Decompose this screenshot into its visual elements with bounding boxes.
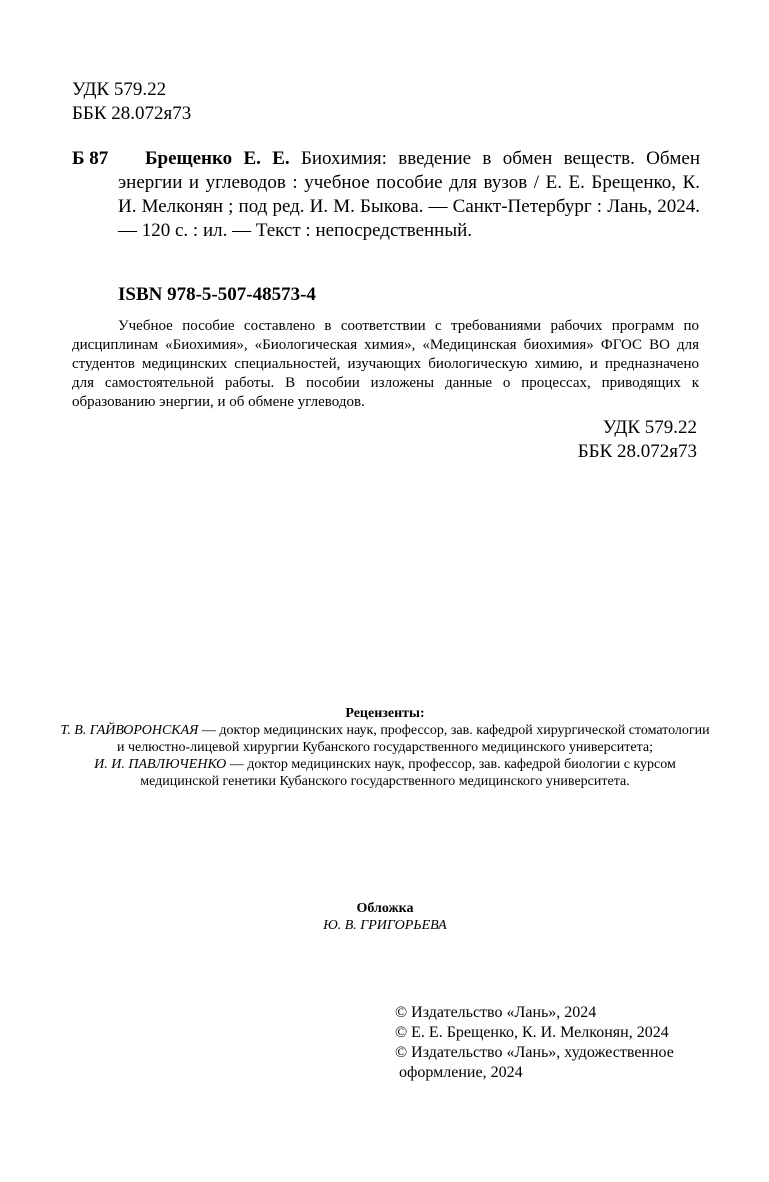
- reviewers-heading: Рецензенты:: [345, 706, 425, 721]
- reviewer-1: [60, 722, 710, 756]
- bibliographic-entry: [72, 147, 700, 243]
- author-mark: Б 87: [72, 148, 109, 169]
- cover-credit: [60, 900, 710, 934]
- reviewers-block: [60, 705, 710, 790]
- reviewer-1-name: Т. В. ГАЙВОРОНСКАЯ: [60, 723, 199, 738]
- udk-code-top: УДК 579.22: [72, 79, 167, 100]
- isbn: ISBN 978-5-507-48573-4: [118, 284, 316, 305]
- annotation: [72, 317, 699, 412]
- cover-designer: Ю. В. ГРИГОРЬЕВА: [323, 918, 447, 933]
- copyright-block: [395, 1003, 674, 1083]
- copyright-line-4: оформление, 2024: [399, 1064, 523, 1081]
- reviewer-2-name: И. И. ПАВЛЮЧЕНКО: [94, 757, 227, 772]
- reviewer-2: [60, 756, 710, 790]
- bottom-classification: [500, 416, 697, 464]
- entry-description: Биохимия: введение в обмен веществ. Обмен энергии и углеводов : учебное пособие для вузов / Е. Е. Брещенко, К. И. Мелконян ; под ред. И. М. Быкова. — Санкт-Петербург : Лань, 2024. — 120 с. : ил. — Текст : непосредственный.: [118, 148, 701, 241]
- entry-text: [118, 147, 700, 243]
- reviewer-2-text: — доктор медицинских наук, профессор, зав. кафедрой биологии с курсом медицинской генетики Кубанского государственного медицинского университета.: [140, 757, 676, 789]
- copyright-line-1: © Издательство «Лань», 2024: [395, 1004, 597, 1021]
- reviewer-1-text: — доктор медицинских наук, профессор, зав. кафедрой хирургической стоматологии и челюстно-лицевой хирургии Кубанского государственного медицинского университета;: [116, 723, 710, 755]
- bbk-code-top: ББК 28.072я73: [72, 103, 192, 124]
- bbk-code-bottom: ББК 28.072я73: [577, 441, 697, 462]
- entry-author: Брещенко Е. Е.: [145, 148, 290, 169]
- cover-heading: Обложка: [356, 901, 414, 916]
- annotation-text: Учебное пособие составлено в соответствии с требованиями рабочих программ по дисциплинам «Биохимия», «Биологическая химия», «Медицинская биохимия» ФГОС ВО для студентов медицинских специальностей, изучающих биологическую химию, и предназначено для самостоятельной работы. В пособии изложены данные о процессах, приводящих к образованию энергии, и об обмене углеводов.: [72, 318, 699, 410]
- top-classification: [72, 78, 191, 126]
- copyright-line-2: © Е. Е. Брещенко, К. И. Мелконян, 2024: [395, 1024, 669, 1041]
- copyright-line-3: © Издательство «Лань», художественное: [395, 1044, 674, 1061]
- udk-code-bottom: УДК 579.22: [602, 417, 697, 438]
